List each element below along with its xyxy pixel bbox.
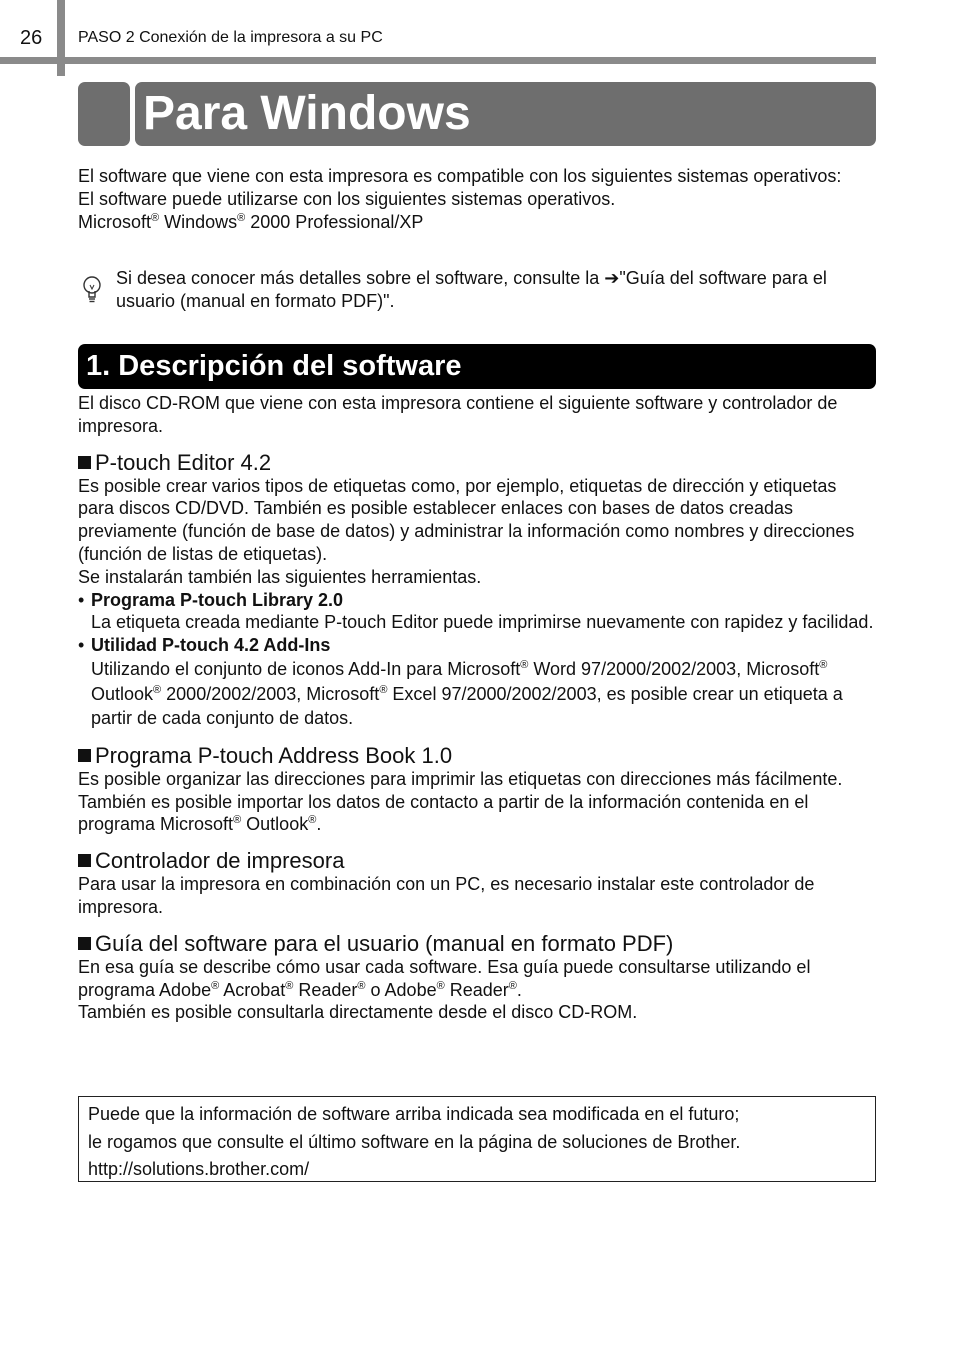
guide-body-2: También es posible consultarla directamente desde el disco CD-ROM. (78, 1002, 638, 1023)
lightbulb-icon (82, 275, 102, 307)
intro-line-1: El software que viene con esta impresora es compatible con los siguientes sistemas operativos: (78, 166, 842, 186)
intro-os-line: Microsoft® Windows® 2000 Professional/XP (78, 211, 424, 232)
square-bullet-icon (78, 937, 91, 950)
square-bullet-icon (78, 749, 91, 762)
title-banner (135, 82, 876, 146)
intro-line-2: El software puede utilizarse con los siguientes sistemas operativos. (78, 188, 616, 209)
header-horizontal-rule (0, 57, 876, 64)
subheading-ptouch-editor: P-touch Editor 4.2 (78, 450, 876, 475)
bullet-library: • Programa P-touch Library 2.0 (78, 589, 344, 610)
section-title: 1. Descripción del software (86, 350, 462, 382)
intro-text (78, 165, 876, 233)
subheading-driver: Controlador de impresora (78, 848, 876, 873)
update-note-box (78, 1096, 876, 1182)
page-number: 26 (20, 27, 43, 49)
note-line-2: le rogamos que consulte el último software en la página de soluciones de Brother. (88, 1131, 741, 1152)
subheading-address-book: Programa P-touch Address Book 1.0 (78, 743, 876, 768)
section-body (78, 392, 876, 1024)
note-url: http://solutions.brother.com/ (88, 1159, 310, 1179)
ptouch-editor-body: Es posible crear varios tipos de etiquetas como, por ejemplo, etiquetas de dirección y etiquetas para discos CD/DVD. También es posible establecer enlaces con bases de datos creadas previamente (función de base de datos) y administrar la información como nombres y direcciones (función de listas de etiquetas). (78, 475, 855, 564)
hint-note (78, 267, 876, 313)
address-book-body-1: Es posible organizar las direcciones para imprimir las etiquetas con direcciones más fácilmente. (78, 768, 843, 789)
note-line-1: Puede que la información de software arriba indicada sea modificada en el futuro; (88, 1104, 740, 1124)
arrow-right-icon: ➔ (604, 268, 620, 288)
section-heading-bar (78, 344, 876, 389)
section-intro: El disco CD-ROM que viene con esta impresora contiene el siguiente software y controlador de impresora. (78, 393, 838, 436)
hint-text: Si desea conocer más detalles sobre el software, consulte la ➔"Guía del software para el usuario (manual en formato PDF)". (116, 268, 827, 311)
tools-intro: Se instalarán también las siguientes herramientas. (78, 566, 482, 587)
page-title: Para Windows (143, 87, 471, 140)
addins-body: Utilizando el conjunto de iconos Add-In para Microsoft® Word 97/2000/2002/2003, Microsoft® Outlook® 2000/2002/2003, Microsoft® Excel 97/2000/2002/2003, es posible crear un etiqueta a partir de cada conjunto de datos. (91, 658, 843, 729)
library-body: La etiqueta creada mediante P-touch Editor puede imprimirse nuevamente con rapidez y facilidad. (91, 612, 874, 633)
driver-body: Para usar la impresora en combinación con un PC, es necesario instalar este controlador de impresora. (78, 874, 815, 917)
square-bullet-icon (78, 854, 91, 867)
subheading-guide: Guía del software para el usuario (manual en formato PDF) (78, 931, 876, 956)
header-vertical-rule (57, 0, 65, 76)
guide-body-1: En esa guía se describe cómo usar cada software. Esa guía puede consultarse utilizando el programa Adobe® Acrobat® Reader® o Adobe® Reader®. (78, 956, 811, 1000)
address-book-body-2: También es posible importar los datos de contacto a partir de la información contenida en el programa Microsoft® Outlook®. (78, 791, 809, 835)
title-accent-block (78, 82, 130, 146)
running-header: PASO 2 Conexión de la impresora a su PC (78, 29, 383, 46)
square-bullet-icon (78, 456, 91, 469)
bullet-addins: • Utilidad P-touch 4.2 Add-Ins (78, 635, 331, 656)
